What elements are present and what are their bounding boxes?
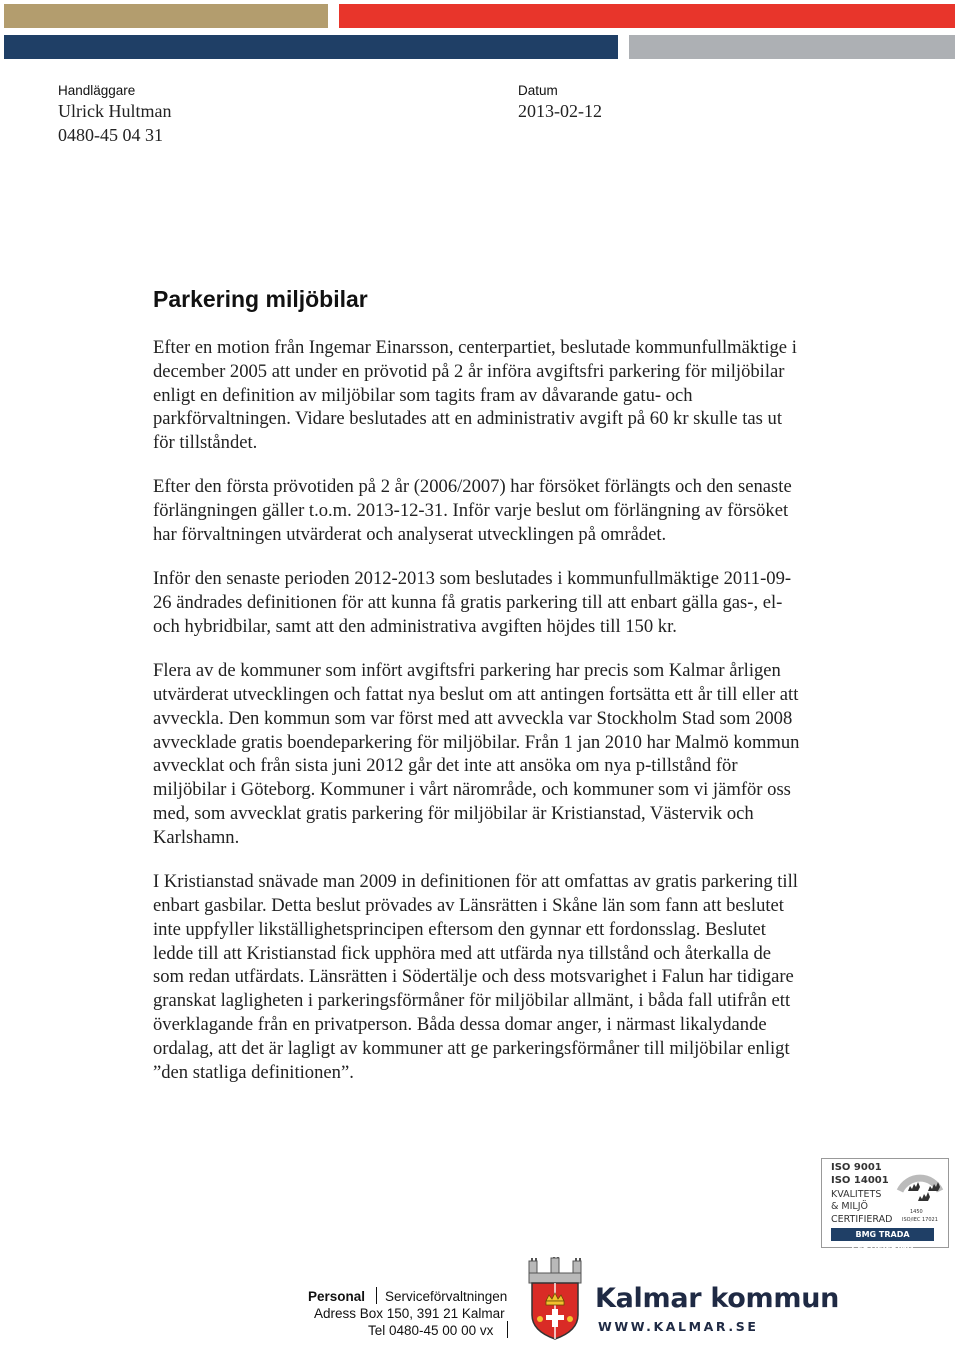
header-bar-red xyxy=(339,4,955,28)
iso-standard-label: ISO/IEC 17021 xyxy=(902,1217,938,1223)
paragraph: Efter en motion från Ingemar Einarsson, centerpartiet, beslutade kommunfullmäktige i december 2005 att under en prövotid på 2 år införa avgiftsfri parkering för miljöbilar enligt en definition av miljöbilar som tagits fram av dåvarande gatu- och parkförvaltningen. Vidare beslutades att en administrativ avgift på 60 kr skulle tas ut för tillståndet. xyxy=(153,337,797,454)
paragraph: Efter den första prövotiden på 2 år (2006/2007) har försöket förlängts och den senaste förlängningen gäller t.o.m. 2013-12-31. Inför varje beslut om förlängning av försöket har förvaltningen utvärderat och analyserat utvecklingen på området. xyxy=(153,476,792,546)
bmg-trada-label: BMG TRADA CERTIFIERING xyxy=(831,1228,934,1241)
swedac-crown-icon xyxy=(894,1161,946,1209)
header-bar-navy xyxy=(4,35,618,59)
iso-miljo-label: & MILJÖ xyxy=(831,1201,868,1212)
paragraph: Flera av de kommuner som infört avgiftsfri parkering har precis som Kalmar årligen utvärderat utvecklingen och fattat nya beslut om att antingen fortsätta ett år till eller att avveckla. Den kommun som var först med att avveckla var Stockholm Stad som 2008 avvecklade gratis boendeparkering för miljöbilar. Från 1 jan 2010 har Malmö kommun avvecklat och från sista juni 2012 går det inte att ansöka om nya p-tillstånd för miljöbilar i Göteborg. Kommuner i vårt närområde, och kommuner som vi jämför oss med, som avvecklat gratis parkering för miljöbilar är Kristianstad, Västervik och Karlshamn. xyxy=(153,660,800,848)
kalmar-website-url: WWW.KALMAR.SE xyxy=(598,1319,759,1334)
datum-value: 2013-02-12 xyxy=(518,101,602,121)
paragraph: I Kristianstad snävade man 2009 in definitionen för att omfattas av gratis parkering till enbart gasbilar. Detta beslut prövades av Länsrätten i Skåne län som fann att beslutet inte uppfyller likställighetsprincipen eftersom den gynnar ett fordonsslag. Beslutet ledde till att Kristianstad fick upphöra med att utfärda nya tillstånd och återkalla de som redan utfärdats. Länsrätten i Södertälje och dess motsvarighet i Falun har tidigare granskat lagligheten i parkeringsförmåner för miljöbilar allmänt, i båda fall utifrån ett överklagande från en privatperson. Båda dessa domar anger, i närmast likalydande ordalag, att det är lagligt av kommuner att ge parkeringsförmåner till miljöbilar enligt ”den statliga definitionen”. xyxy=(153,871,798,1083)
paragraph: Inför den senaste perioden 2012-2013 som beslutades i kommunfullmäktige 2011-09-26 ändrades definitionen för att kunna få gratis parkering till att enbart gälla gas-, el- och hybridbilar, samt att den administrativa avgiften höjdes till 150 kr. xyxy=(153,568,792,637)
iso-certifierad-label: CERTIFIERAD xyxy=(831,1214,893,1225)
iso-kvalitets-label: KVALITETS xyxy=(831,1189,882,1200)
iso-certification-badge xyxy=(821,1158,949,1252)
header-bar-grey xyxy=(629,35,955,59)
kalmar-kommun-logo-text: Kalmar kommun xyxy=(595,1283,840,1314)
handlaggare-name: Ulrick Hultman xyxy=(58,101,172,121)
footer-phone: Tel 0480-45 00 00 vx xyxy=(368,1323,494,1338)
handlaggare-label: Handläggare xyxy=(58,83,136,98)
iso-9001-label: ISO 9001 xyxy=(831,1162,882,1173)
footer-divider xyxy=(376,1287,377,1304)
footer-personal-label: Personal xyxy=(308,1289,366,1304)
iso-14001-label: ISO 14001 xyxy=(831,1175,889,1186)
handlaggare-phone: 0480-45 04 31 xyxy=(58,125,163,145)
kalmar-coat-of-arms-icon xyxy=(526,1257,584,1341)
document-body xyxy=(153,336,805,1105)
footer-department: Serviceförvaltningen xyxy=(385,1289,508,1304)
document-title: Parkering miljöbilar xyxy=(153,286,368,312)
datum-label: Datum xyxy=(518,83,558,98)
footer-divider xyxy=(507,1321,508,1338)
iso-number-label: 1450 xyxy=(910,1209,923,1215)
footer-address: Adress Box 150, 391 21 Kalmar xyxy=(314,1306,505,1321)
header-bar-tan xyxy=(4,4,328,28)
